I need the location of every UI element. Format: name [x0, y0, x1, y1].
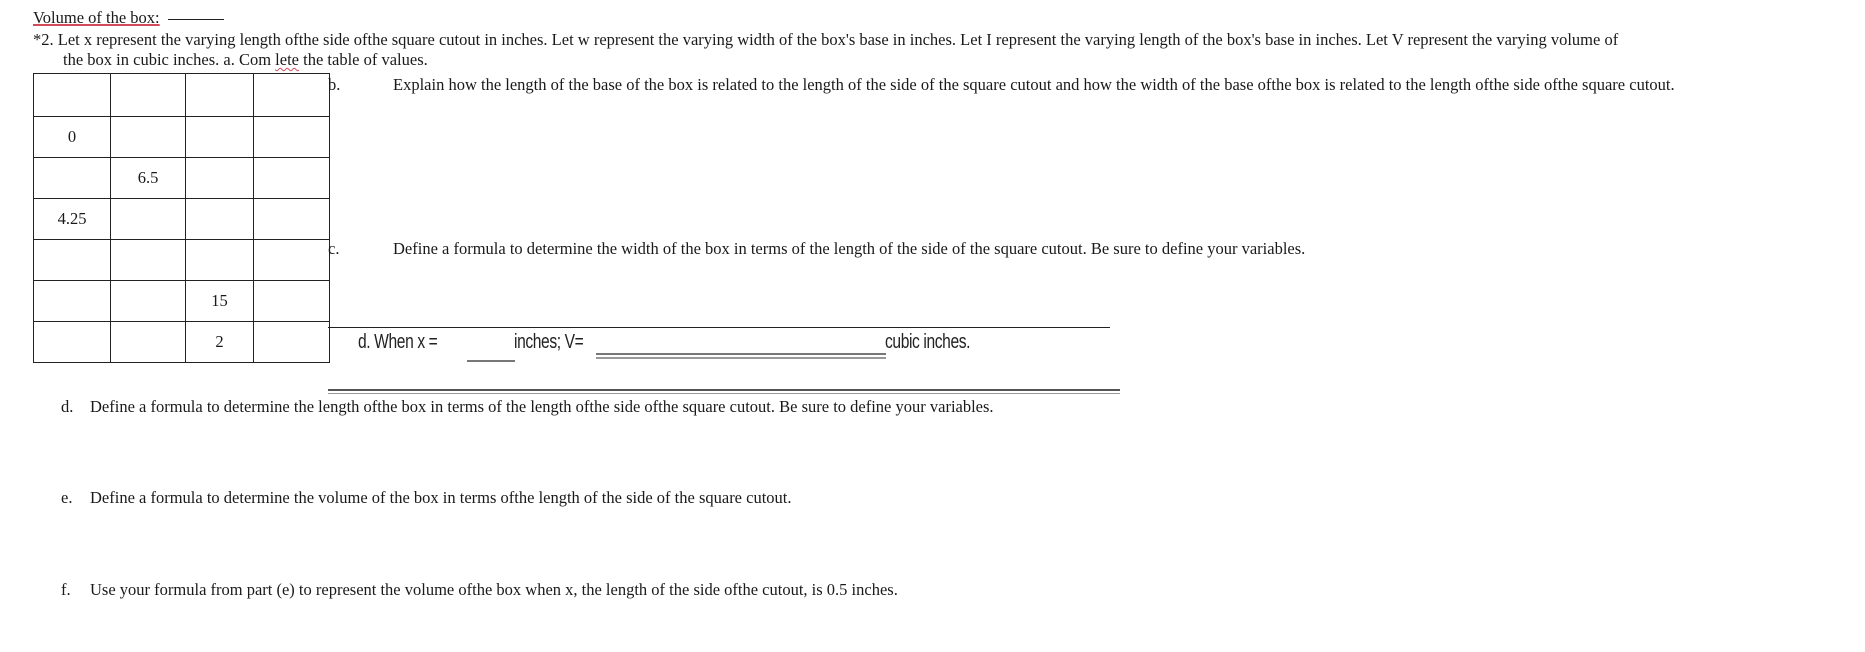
x-answer-blank[interactable]: [467, 360, 515, 362]
v-answer-blank[interactable]: [596, 353, 886, 359]
table-cell[interactable]: [254, 117, 330, 158]
answer-line-bottom-thin: [328, 393, 1120, 394]
part-b-letter: b.: [328, 75, 341, 94]
table-cell[interactable]: [186, 240, 254, 281]
values-table-body: [34, 74, 330, 363]
table-row: [34, 199, 330, 240]
part-e-letter: e.: [61, 488, 73, 507]
table-row: [34, 322, 330, 363]
table-cell[interactable]: [111, 74, 186, 117]
table-cell[interactable]: 6.5: [111, 158, 186, 199]
table-cell[interactable]: [111, 322, 186, 363]
answer-prompt-letter: d.: [358, 331, 371, 353]
table-cell[interactable]: 15: [186, 281, 254, 322]
table-cell[interactable]: [254, 240, 330, 281]
table-cell[interactable]: [254, 158, 330, 199]
answer-line-top: [328, 327, 1110, 328]
table-cell[interactable]: [186, 117, 254, 158]
part-d-letter: d.: [61, 397, 74, 416]
values-table: [33, 73, 330, 363]
table-cell[interactable]: [254, 74, 330, 117]
volume-heading: [33, 8, 224, 28]
table-row: [34, 281, 330, 322]
part-d-text: Define a formula to determine the length ofthe box in terms of the length ofthe side ofthe square cutout. Be sure to define your variables.: [90, 397, 994, 416]
part-e-text: Define a formula to determine the volume of the box in terms ofthe length of the side of the square cutout.: [90, 488, 792, 507]
problem-line-2-start: the box in cubic inches. a. Com: [63, 50, 276, 69]
table-cell[interactable]: 4.25: [34, 199, 111, 240]
part-f-letter: f.: [61, 580, 71, 599]
table-row: [34, 117, 330, 158]
table-cell[interactable]: [254, 281, 330, 322]
volume-label: Volume of the box:: [33, 8, 160, 27]
table-cell[interactable]: 0: [34, 117, 111, 158]
problem-line-2-squiggle: lete: [275, 50, 299, 69]
problem-line-1: *2. Let x represent the varying length ofthe side ofthe square cutout in inches. Let w represent the varying width of the box's base in inches. Let I represent the varying length of the box's base in inches. Let V represent the varying volume of: [33, 30, 1619, 49]
table-cell[interactable]: [111, 240, 186, 281]
part-c-letter: c.: [328, 239, 340, 258]
answer-prompt-inches: inches; V=: [514, 331, 584, 353]
table-row: [34, 74, 330, 117]
table-cell[interactable]: [186, 199, 254, 240]
part-f-text: Use your formula from part (e) to represent the volume ofthe box when x, the length of the side ofthe cutout, is 0.5 inches.: [90, 580, 898, 599]
part-c-text: Define a formula to determine the width of the box in terms of the length of the side of the square cutout. Be sure to define your variables.: [393, 239, 1306, 258]
table-cell[interactable]: [34, 281, 111, 322]
answer-line-bottom: [328, 389, 1120, 391]
table-cell[interactable]: [111, 117, 186, 158]
volume-blank[interactable]: [168, 18, 224, 20]
answer-prompt: [358, 331, 437, 354]
problem-line-2-end: the table of values.: [299, 50, 428, 69]
part-b-text: Explain how the length of the base of the box is related to the length of the side of the square cutout and how the width of the base ofthe box is related to the length ofthe side ofthe square cutout.: [393, 75, 1675, 94]
problem-line-2: [63, 50, 428, 70]
table-cell[interactable]: [254, 322, 330, 363]
table-row: [34, 158, 330, 199]
answer-prompt-when: When x =: [374, 331, 438, 353]
table-cell[interactable]: [34, 74, 111, 117]
table-cell[interactable]: [186, 74, 254, 117]
table-row: [34, 240, 330, 281]
table-cell[interactable]: [34, 158, 111, 199]
table-cell[interactable]: [111, 281, 186, 322]
table-cell[interactable]: [34, 322, 111, 363]
answer-prompt-cubic: cubic inches.: [885, 331, 971, 353]
table-cell[interactable]: [111, 199, 186, 240]
table-cell[interactable]: [186, 158, 254, 199]
table-cell[interactable]: [254, 199, 330, 240]
table-cell[interactable]: [34, 240, 111, 281]
table-cell[interactable]: 2: [186, 322, 254, 363]
